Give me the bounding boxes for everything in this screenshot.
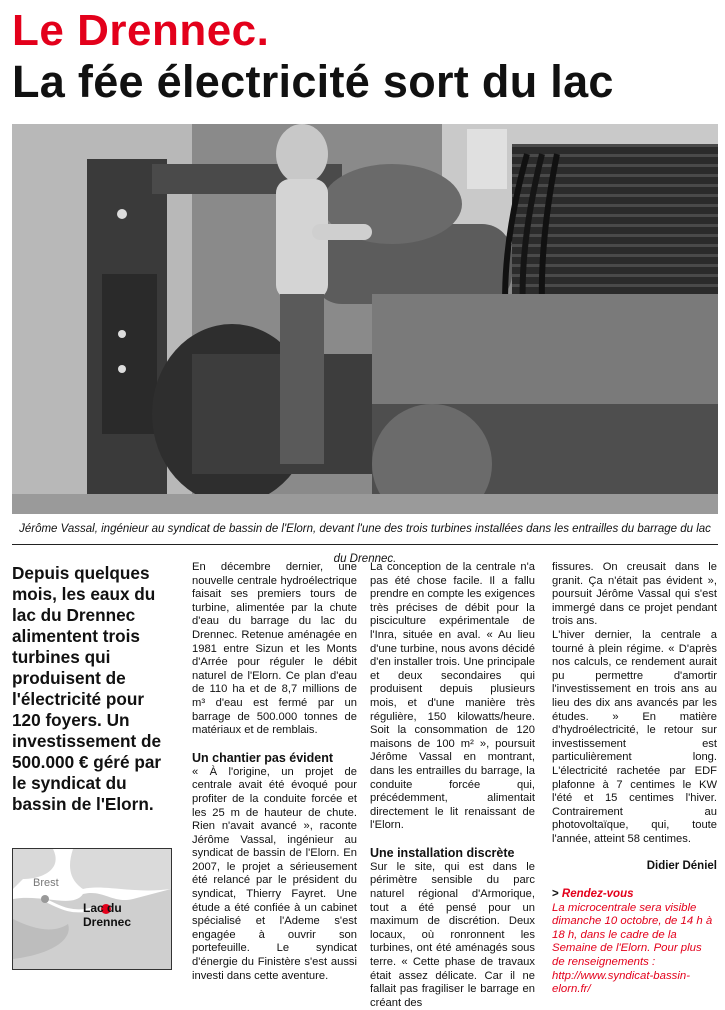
- map-label-lac-du-drennec: Lac du Drennec: [83, 901, 132, 929]
- lead-paragraph: Depuis quelques mois, les eaux du lac du Drennec alimentent trois turbines qui produisent de l'électricité pour 120 foyers. Un investissement de 500.000 € géré par le syndicat du bassin de l'Elorn.: [12, 563, 162, 814]
- article-subheading: Une installation discrète: [370, 845, 515, 860]
- photo-caption: Jérôme Vassal, ingénieur au syndicat de bassin de l'Elorn, devant l'une des trois turbines installées dans les entrailles du barrage du lac du Drennec.: [12, 514, 718, 545]
- article-column-2: [370, 561, 535, 1010]
- rendezvous-body: La microcentrale sera visible dimanche 10 octobre, de 14 h à 18 h, dans le cadre de la Semaine de l'Elorn. Pour plus de renseignements : http://www.syndicat-bassin-elorn.fr/: [552, 901, 713, 996]
- rendezvous-arrow-icon: >: [552, 888, 559, 901]
- article-subheading: Un chantier pas évident: [192, 750, 334, 765]
- article-paragraph: En décembre dernier, une nouvelle centrale hydroélectrique faisait ses premiers tours de turbine, alimentée par la chute d'eau du barrage du lac du Drennec. Retenue aménagée en 1981 entre Sizun et les Monts d'Arrée pour réguler le débit naturel de l'Elorn. Ce plan d'eau de 110 ha et de 8,7 millions de m³ d'eau est fermé par un barrage de 500.000 tonnes de matériaux et de remblais.: [192, 561, 357, 737]
- article-photo: [12, 124, 718, 542]
- turbine-photo-illustration: [12, 124, 718, 542]
- headline-kicker: Le Drennec.: [12, 6, 270, 55]
- headline-title: La fée électricité sort du lac: [12, 56, 614, 107]
- rendezvous-title: Rendez-vous: [561, 888, 634, 901]
- rendezvous-heading: [552, 888, 717, 902]
- article-column-1: [192, 561, 357, 983]
- author-signature: Didier Déniel: [646, 860, 717, 873]
- article-paragraph: Sur le site, qui est dans le périmètre sensible du parc naturel régional d'Armorique, tout a été pensé pour un maximum de discrétion. Deux locaux, où ronronnent les turbines, ont été aménagés sous terre. « Cette phase de travaux était assez délicate. Car il ne fallait pas fragiliser le barrage en créant des: [370, 860, 535, 1009]
- article-paragraph: « À l'origine, un projet de centrale avait été évoqué pour profiter de la conduite forcée et les 25 m de hauteur de chute. Rien n'avait avancé », raconte Jérôme Vassal, ingénieur au syndicat de bassin de l'Elorn. En 2007, le projet a sérieusement été relancé par le président du syndicat, Thierry Fayret. Une étude a été confiée à un cabinet spécialisé et l'Ademe s'est engagée à ouvrir son portefeuille. Le syndicat d'énergie du Finistère s'est aussi investi dans cette aventure.: [192, 765, 357, 982]
- headline: [12, 6, 717, 108]
- map-label-brest: Brest: [33, 877, 59, 889]
- article-paragraph: fissures. On creusait dans le granit. Ça n'était pas évident », poursuit Jérôme Vassal qui s'est immergé dans ce projet pendant trois ans.: [552, 561, 717, 628]
- location-map: [12, 848, 172, 970]
- article-paragraph: La conception de la centrale n'a pas été chose facile. Il a fallu prendre en compte les exigences très précises de débit pour la pisciculture expérimentale de l'Inra, située en aval. « Au lieu d'une turbine, nous avons décidé d'en installer trois. Une principale et deux secondaires qui produisent depuis plusieurs mois, et d'une manière très régulière, 150 kilowatts/heure. Soit la consommation de 120 maisons de 100 m² », poursuit Jérôme Vassal en montrant, dans les entrailles du barrage, la conduite forcée qui, précédemment, alimentait directement le lit renaissant de l'Elorn.: [370, 561, 535, 832]
- article-paragraph: L'hiver dernier, la centrale a tourné à plein régime. « D'après nos calculs, ce rendement aurait pu permettre d'amortir l'investissement en trois ans au lieu des dix ans avancés par les études. » En matière d'hydroélectricité, le retour sur investissement est particulièrement long. L'électricité rachetée par EDF plafonne à 7 centimes le KW l'été et 15 centimes l'hiver. Contrairement au photovoltaïque, qui, toute l'année, atteint 58 centimes.: [552, 628, 717, 845]
- article-column-3: [552, 561, 717, 997]
